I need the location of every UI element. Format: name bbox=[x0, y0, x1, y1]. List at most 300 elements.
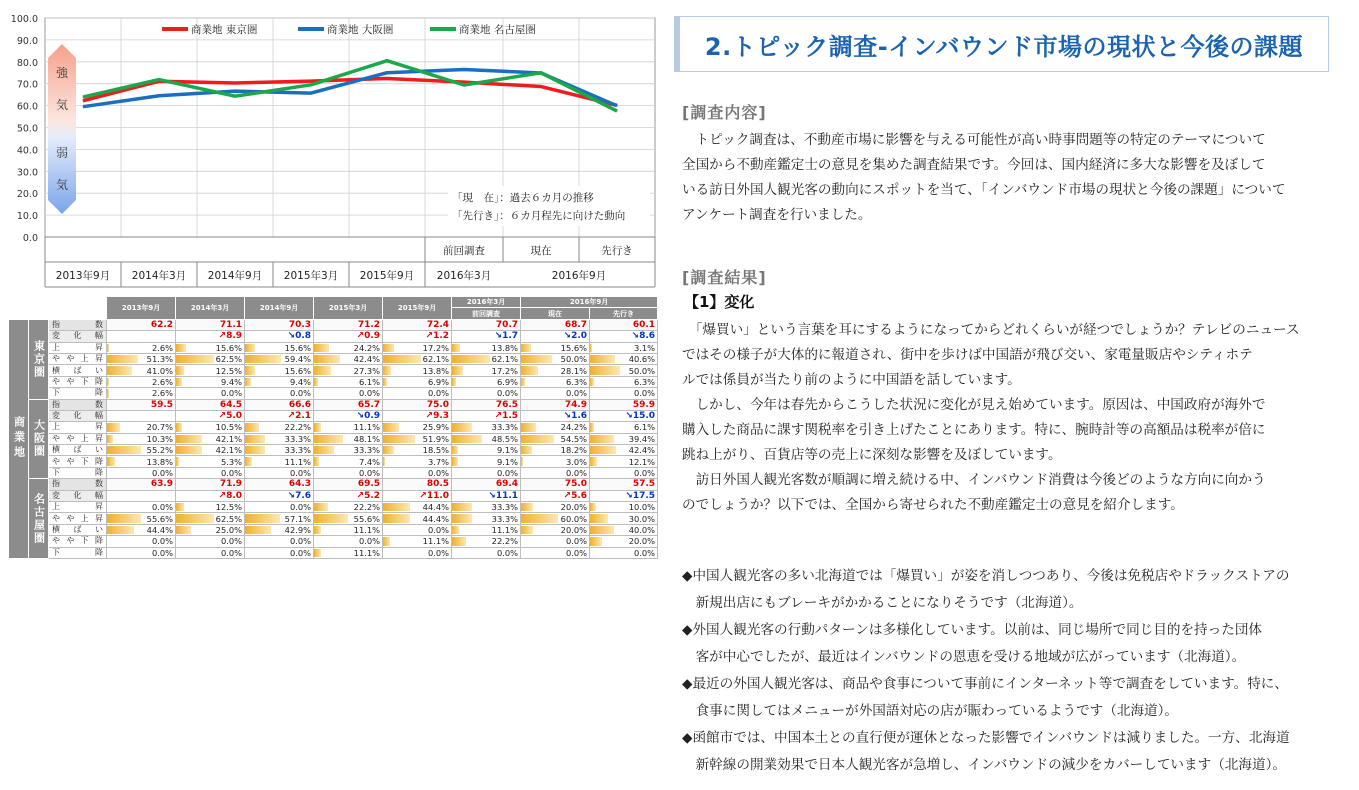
percent-cell bbox=[452, 342, 521, 353]
percent-bar bbox=[590, 503, 596, 511]
percent-value: 24.2% bbox=[560, 422, 588, 433]
percent-bar bbox=[245, 435, 265, 443]
change-value bbox=[383, 490, 452, 501]
percent-value: 10.3% bbox=[146, 433, 174, 444]
up-arrow-icon: ↗ bbox=[218, 411, 227, 422]
text-line: アンケート調査を行いました。 bbox=[682, 207, 872, 223]
row-label-index: 指 数 bbox=[49, 319, 107, 330]
index-value: 57.5 bbox=[590, 479, 658, 490]
percent-bar bbox=[176, 423, 182, 431]
down-arrow-icon: ↘ bbox=[287, 331, 296, 342]
percent-value: 0.0% bbox=[427, 547, 450, 558]
row-label: 上 昇 bbox=[49, 422, 107, 433]
percent-bar bbox=[314, 514, 348, 522]
change-amount: 1.6 bbox=[571, 411, 588, 422]
percent-bar bbox=[452, 378, 456, 386]
index-value: 68.7 bbox=[521, 319, 590, 330]
table-subheader: 現在 bbox=[521, 308, 590, 319]
percent-bar bbox=[245, 446, 265, 454]
row-label: 横 ば い bbox=[49, 365, 107, 376]
region-label: 大阪圏 bbox=[29, 399, 49, 479]
row-label: や や 上 昇 bbox=[49, 353, 107, 364]
percent-value: 9.1% bbox=[496, 456, 519, 467]
percent-value: 55.6% bbox=[353, 513, 381, 524]
weak-label-1: 弱 bbox=[55, 146, 69, 160]
table-header-date: 2014年3月 bbox=[176, 297, 245, 320]
percent-value: 0.0% bbox=[220, 388, 243, 399]
percent-cell bbox=[245, 422, 314, 433]
percent-value: 3.1% bbox=[633, 342, 656, 353]
data-point bbox=[235, 83, 236, 84]
change-value bbox=[314, 490, 383, 501]
change-amount: 11.1 bbox=[495, 490, 519, 501]
percent-value: 44.4% bbox=[422, 502, 450, 513]
percent-cell bbox=[176, 376, 245, 387]
percent-cell bbox=[245, 388, 314, 399]
percent-value: 6.3% bbox=[633, 376, 656, 387]
percent-cell bbox=[245, 365, 314, 376]
down-arrow-icon: ↘ bbox=[625, 411, 633, 422]
percent-bar bbox=[590, 378, 594, 386]
percent-value: 0.0% bbox=[633, 547, 656, 558]
chart-legend bbox=[162, 23, 536, 36]
percent-value: 5.3% bbox=[220, 456, 243, 467]
percent-cell bbox=[314, 342, 383, 353]
percent-value: 12.5% bbox=[215, 502, 243, 513]
percent-cell bbox=[590, 524, 658, 535]
percent-value: 15.6% bbox=[284, 365, 312, 376]
text-line: 客が中心でしたが、最近はインバウンドの恩恵を受ける地域が広がっています（北海道）。 bbox=[682, 649, 1246, 665]
strong-label-2: 気 bbox=[55, 98, 69, 112]
percent-value: 12.5% bbox=[215, 365, 243, 376]
percent-value: 9.4% bbox=[289, 376, 312, 387]
text-line: 全国から不動産鑑定士の意見を集めた調査結果です。今回は、国内経済に多大な影響を及ぼして bbox=[682, 157, 1266, 173]
row-label-change: 変 化 幅 bbox=[49, 331, 107, 342]
percent-value: 42.4% bbox=[628, 445, 656, 456]
percent-value: 22.2% bbox=[491, 536, 519, 547]
percent-value: 62.1% bbox=[491, 354, 519, 365]
di-line-chart bbox=[0, 0, 660, 288]
percent-cell bbox=[314, 456, 383, 467]
percent-value: 15.6% bbox=[560, 342, 588, 353]
percent-value: 11.1% bbox=[422, 536, 450, 547]
percent-bar bbox=[314, 526, 321, 534]
down-arrow-icon: ↘ bbox=[563, 331, 572, 342]
percent-cell bbox=[107, 445, 176, 456]
percent-bar bbox=[314, 378, 318, 386]
percent-cell bbox=[590, 342, 658, 353]
change-value bbox=[245, 410, 314, 421]
row-label: 下 降 bbox=[49, 388, 107, 399]
percent-value: 0.0% bbox=[427, 525, 450, 535]
percent-cell bbox=[452, 353, 521, 364]
weak-label-2: 気 bbox=[55, 178, 69, 192]
percent-value: 9.4% bbox=[220, 376, 243, 387]
percent-cell bbox=[107, 433, 176, 444]
percent-bar bbox=[176, 446, 202, 454]
row-label: や や 下 降 bbox=[49, 536, 107, 547]
percent-bar bbox=[107, 423, 120, 431]
percent-cell bbox=[107, 502, 176, 513]
percent-bar bbox=[452, 366, 463, 374]
percent-value: 54.5% bbox=[560, 433, 588, 444]
percent-bar bbox=[245, 526, 271, 534]
percent-value: 33.3% bbox=[491, 502, 519, 513]
index-value: 71.9 bbox=[176, 479, 245, 490]
percent-cell bbox=[383, 524, 452, 535]
data-point bbox=[83, 97, 84, 98]
percent-cell bbox=[521, 376, 590, 387]
text-line: いる訪日外国人観光客の動向にスポットを当て、「インバウンド市場の現状と今後の課題」について bbox=[682, 182, 1286, 198]
y-tick-label: 100.0 bbox=[10, 14, 38, 25]
data-point bbox=[159, 79, 160, 80]
percent-cell bbox=[521, 353, 590, 364]
percent-value: 39.4% bbox=[628, 433, 656, 444]
percent-value: 40.6% bbox=[628, 354, 656, 365]
row-label-index: 指 数 bbox=[49, 479, 107, 490]
percent-cell bbox=[521, 502, 590, 513]
percent-cell bbox=[383, 433, 452, 444]
percent-bar bbox=[590, 526, 614, 534]
percent-value: 3.0% bbox=[565, 456, 588, 467]
percent-cell bbox=[314, 388, 383, 399]
percent-value: 44.4% bbox=[422, 513, 450, 524]
percent-cell bbox=[452, 456, 521, 467]
percent-value: 44.4% bbox=[146, 525, 174, 535]
y-tick-label: 20.0 bbox=[16, 189, 38, 201]
percent-cell bbox=[521, 547, 590, 558]
index-value: 66.6 bbox=[245, 399, 314, 410]
text-line: 「爆買い」という言葉を耳にするようになってからどれくらいが経つでしょうか？テレビのニュース bbox=[682, 322, 1300, 338]
percent-cell bbox=[383, 422, 452, 433]
change-value bbox=[176, 331, 245, 342]
index-value: 71.1 bbox=[176, 319, 245, 330]
y-tick-label: 40.0 bbox=[16, 145, 38, 157]
percent-bar bbox=[521, 514, 558, 522]
legend-nagoya: 商業地 名古屋圏 bbox=[459, 24, 536, 36]
percent-cell bbox=[245, 547, 314, 558]
axis-current: 現在 bbox=[530, 245, 552, 257]
percent-value: 15.6% bbox=[215, 342, 243, 353]
down-arrow-icon: ↘ bbox=[488, 490, 496, 501]
percent-bar bbox=[176, 514, 214, 522]
y-tick-label: 60.0 bbox=[16, 101, 38, 113]
change-value bbox=[245, 331, 314, 342]
percent-value: 33.3% bbox=[284, 445, 312, 456]
change-value bbox=[590, 490, 658, 501]
percent-cell bbox=[176, 467, 245, 478]
percent-cell bbox=[452, 422, 521, 433]
row-label: 横 ば い bbox=[49, 445, 107, 456]
y-tick-label: 80.0 bbox=[16, 57, 38, 69]
change-amount: 17.5 bbox=[632, 490, 656, 501]
percent-value: 0.0% bbox=[220, 536, 243, 547]
percent-value: 33.3% bbox=[353, 445, 381, 456]
change-amount: 8.0 bbox=[226, 490, 243, 501]
outer-category-label: 商業地 bbox=[9, 319, 29, 558]
change-value bbox=[521, 331, 590, 342]
change-value bbox=[107, 331, 176, 342]
percent-cell bbox=[590, 547, 658, 558]
up-arrow-icon: ↗ bbox=[425, 411, 434, 422]
y-tick-label: 0.0 bbox=[22, 233, 38, 244]
percent-cell bbox=[383, 353, 452, 364]
percent-value: 25.0% bbox=[215, 525, 243, 535]
percent-value: 0.0% bbox=[565, 547, 588, 558]
percent-cell bbox=[590, 433, 658, 444]
percent-bar bbox=[452, 446, 458, 454]
index-value: 70.7 bbox=[452, 319, 521, 330]
percent-cell bbox=[245, 513, 314, 524]
percent-cell bbox=[452, 502, 521, 513]
change-amount: 5.0 bbox=[226, 411, 243, 422]
percent-cell bbox=[314, 502, 383, 513]
percent-cell bbox=[176, 524, 245, 535]
table-header-date: 2014年9月 bbox=[245, 297, 314, 320]
percent-cell bbox=[107, 422, 176, 433]
down-arrow-icon: ↘ bbox=[494, 331, 503, 342]
percent-value: 48.5% bbox=[491, 433, 519, 444]
percent-cell bbox=[590, 467, 658, 478]
table-subheader: 前回調査 bbox=[452, 308, 521, 319]
percent-cell bbox=[314, 547, 383, 558]
percent-cell bbox=[314, 536, 383, 547]
percent-cell bbox=[521, 342, 590, 353]
percent-bar bbox=[590, 514, 608, 522]
percent-value: 11.1% bbox=[353, 547, 381, 558]
percent-cell bbox=[314, 365, 383, 376]
percent-bar bbox=[383, 537, 390, 545]
percent-value: 0.0% bbox=[496, 388, 519, 399]
percent-bar bbox=[176, 355, 214, 363]
change-value bbox=[176, 410, 245, 421]
percent-value: 41.0% bbox=[146, 365, 174, 376]
up-arrow-icon: ↗ bbox=[218, 331, 227, 342]
data-point bbox=[235, 91, 236, 92]
data-point bbox=[311, 81, 312, 82]
change-amount: 0.8 bbox=[295, 331, 312, 342]
index-value: 70.3 bbox=[245, 319, 314, 330]
percent-value: 10.5% bbox=[215, 422, 243, 433]
percent-bar bbox=[590, 344, 592, 352]
axis-2016-3: 2016年3月 bbox=[436, 270, 492, 282]
y-tick-label: 70.0 bbox=[16, 79, 38, 91]
change-amount: 2.0 bbox=[571, 331, 588, 342]
data-point bbox=[617, 105, 618, 106]
percent-bar bbox=[176, 435, 202, 443]
percent-value: 0.0% bbox=[289, 547, 312, 558]
percent-value: 2.6% bbox=[151, 376, 174, 387]
percent-cell bbox=[452, 513, 521, 524]
text-line: ◆函館市では、中国本土との直行便が運休となった影響でインバウンドは減りました。一方、北海道 bbox=[682, 730, 1290, 746]
opinion-bullet-list bbox=[682, 563, 1350, 779]
percent-bar bbox=[452, 423, 472, 431]
percent-value: 9.1% bbox=[496, 445, 519, 456]
percent-cell bbox=[245, 376, 314, 387]
percent-value: 15.6% bbox=[284, 342, 312, 353]
percent-value: 0.0% bbox=[565, 388, 588, 399]
page-title: 2.トピック調査-インバウンド市場の現状と今後の課題 bbox=[704, 32, 1304, 61]
percent-value: 2.6% bbox=[151, 342, 174, 353]
percent-bar bbox=[452, 526, 459, 534]
percent-value: 0.0% bbox=[565, 468, 588, 479]
percent-bar bbox=[452, 355, 490, 363]
row-label: や や 下 降 bbox=[49, 376, 107, 387]
percent-bar bbox=[176, 366, 184, 374]
percent-value: 40.0% bbox=[628, 525, 656, 535]
change-amount: 8.9 bbox=[226, 331, 243, 342]
percent-bar bbox=[245, 514, 280, 522]
axis-2016-9: 2016年9月 bbox=[551, 270, 607, 282]
percent-cell bbox=[176, 422, 245, 433]
index-value: 76.5 bbox=[452, 399, 521, 410]
percent-bar bbox=[521, 378, 525, 386]
percent-bar bbox=[383, 366, 391, 374]
percent-bar bbox=[314, 503, 328, 511]
up-arrow-icon: ↗ bbox=[419, 490, 427, 501]
percent-value: 6.9% bbox=[496, 376, 519, 387]
percent-value: 62.5% bbox=[215, 354, 243, 365]
percent-bar bbox=[314, 423, 321, 431]
percent-value: 42.1% bbox=[215, 445, 243, 456]
percent-value: 0.0% bbox=[633, 468, 656, 479]
percent-bar bbox=[521, 457, 523, 465]
percent-bar bbox=[245, 344, 255, 352]
percent-cell bbox=[314, 513, 383, 524]
index-value: 64.3 bbox=[245, 479, 314, 490]
up-arrow-icon: ↗ bbox=[494, 411, 503, 422]
axis-2015-9: 2015年9月 bbox=[359, 270, 415, 282]
percent-cell bbox=[176, 342, 245, 353]
change-value bbox=[452, 490, 521, 501]
text-line: 訪日外国人観光客数が順調に増え続ける中、インバウンド消費は今後どのような方向に向かう bbox=[682, 472, 1266, 488]
percent-value: 20.0% bbox=[628, 536, 656, 547]
percent-bar bbox=[521, 423, 536, 431]
text-line: 跳ね上がり、百貨店等の売上に深刻な影響を及ぼしています。 bbox=[682, 447, 1062, 463]
percent-cell bbox=[245, 502, 314, 513]
percent-value: 0.0% bbox=[358, 536, 381, 547]
percent-bar bbox=[314, 366, 331, 374]
percent-value: 62.1% bbox=[422, 354, 450, 365]
percent-value: 11.1% bbox=[284, 456, 312, 467]
percent-cell bbox=[314, 376, 383, 387]
change-value bbox=[107, 490, 176, 501]
text-line: のでしょうか？以下では、全国から寄せられた不動産鑑定士の意見を紹介します。 bbox=[682, 497, 1184, 513]
percent-value: 0.0% bbox=[289, 388, 312, 399]
percent-cell bbox=[521, 365, 590, 376]
percent-cell bbox=[176, 433, 245, 444]
percent-bar bbox=[590, 537, 602, 545]
percent-bar bbox=[590, 355, 614, 363]
percent-cell bbox=[590, 445, 658, 456]
percent-bar bbox=[107, 457, 115, 465]
percent-value: 33.3% bbox=[284, 433, 312, 444]
change-amount: 2.1 bbox=[295, 411, 312, 422]
percent-cell bbox=[107, 456, 176, 467]
data-point bbox=[311, 93, 312, 94]
percent-cell bbox=[176, 353, 245, 364]
change-amount: 7.6 bbox=[295, 490, 312, 501]
percent-cell bbox=[107, 536, 176, 547]
percent-bar bbox=[590, 435, 614, 443]
percent-bar bbox=[452, 537, 466, 545]
row-label: 下 降 bbox=[49, 467, 107, 478]
index-value: 64.5 bbox=[176, 399, 245, 410]
percent-value: 11.1% bbox=[353, 525, 381, 535]
row-label: 横 ば い bbox=[49, 524, 107, 535]
percent-value: 60.0% bbox=[560, 513, 588, 524]
percent-cell bbox=[176, 502, 245, 513]
row-label-index: 指 数 bbox=[49, 399, 107, 410]
percent-cell bbox=[314, 422, 383, 433]
percent-bar bbox=[176, 457, 179, 465]
percent-cell bbox=[590, 422, 658, 433]
percent-cell bbox=[383, 536, 452, 547]
y-tick-label: 10.0 bbox=[16, 211, 38, 223]
percent-cell bbox=[176, 456, 245, 467]
percent-value: 2.6% bbox=[151, 388, 174, 399]
percent-bar bbox=[314, 457, 319, 465]
percent-cell bbox=[107, 376, 176, 387]
percent-cell bbox=[521, 422, 590, 433]
percent-cell bbox=[176, 445, 245, 456]
data-point bbox=[159, 95, 160, 96]
percent-value: 20.7% bbox=[146, 422, 174, 433]
percent-cell bbox=[245, 445, 314, 456]
row-label: 下 降 bbox=[49, 547, 107, 558]
percent-cell bbox=[314, 467, 383, 478]
index-value: 69.5 bbox=[314, 479, 383, 490]
change-value bbox=[314, 410, 383, 421]
percent-value: 0.0% bbox=[151, 536, 174, 547]
up-arrow-icon: ↗ bbox=[425, 331, 434, 342]
percent-bar bbox=[107, 378, 109, 386]
percent-value: 0.0% bbox=[427, 468, 450, 479]
percent-value: 0.0% bbox=[151, 547, 174, 558]
text-line: ではその様子が大体的に報道され、街中を歩けば中国語が飛び交い、家電量販店やシティホテ bbox=[682, 347, 1253, 363]
percent-cell bbox=[245, 433, 314, 444]
percent-cell bbox=[176, 513, 245, 524]
percent-cell bbox=[107, 513, 176, 524]
percent-value: 42.9% bbox=[284, 525, 312, 535]
index-value: 59.5 bbox=[107, 399, 176, 410]
percent-bar bbox=[383, 503, 410, 511]
percent-cell bbox=[107, 547, 176, 558]
text-line: 新幹線の開業効果で日本人観光客が急増し、インバウンドの減少をカバーしています（北海道）。 bbox=[682, 757, 1286, 773]
page-title-box bbox=[674, 16, 1329, 72]
section-heading-survey-content: [調査内容] bbox=[682, 103, 767, 122]
percent-value: 55.6% bbox=[146, 513, 174, 524]
percent-cell bbox=[590, 502, 658, 513]
text-line: ルでは係員が当たり前のように中国語を話しています。 bbox=[682, 372, 1021, 388]
percent-cell bbox=[521, 433, 590, 444]
percent-value: 12.1% bbox=[628, 456, 656, 467]
percent-bar bbox=[176, 344, 186, 352]
percent-value: 0.0% bbox=[289, 468, 312, 479]
percent-cell bbox=[107, 353, 176, 364]
survey-table bbox=[8, 296, 658, 559]
data-point bbox=[83, 106, 84, 107]
percent-value: 50.0% bbox=[628, 365, 656, 376]
percent-bar bbox=[383, 514, 410, 522]
percent-value: 42.4% bbox=[353, 354, 381, 365]
percent-cell bbox=[383, 467, 452, 478]
data-point bbox=[83, 100, 84, 101]
percent-cell bbox=[452, 376, 521, 387]
percent-value: 22.2% bbox=[284, 422, 312, 433]
change-amount: 8.6 bbox=[639, 331, 656, 342]
percent-value: 0.0% bbox=[151, 468, 174, 479]
